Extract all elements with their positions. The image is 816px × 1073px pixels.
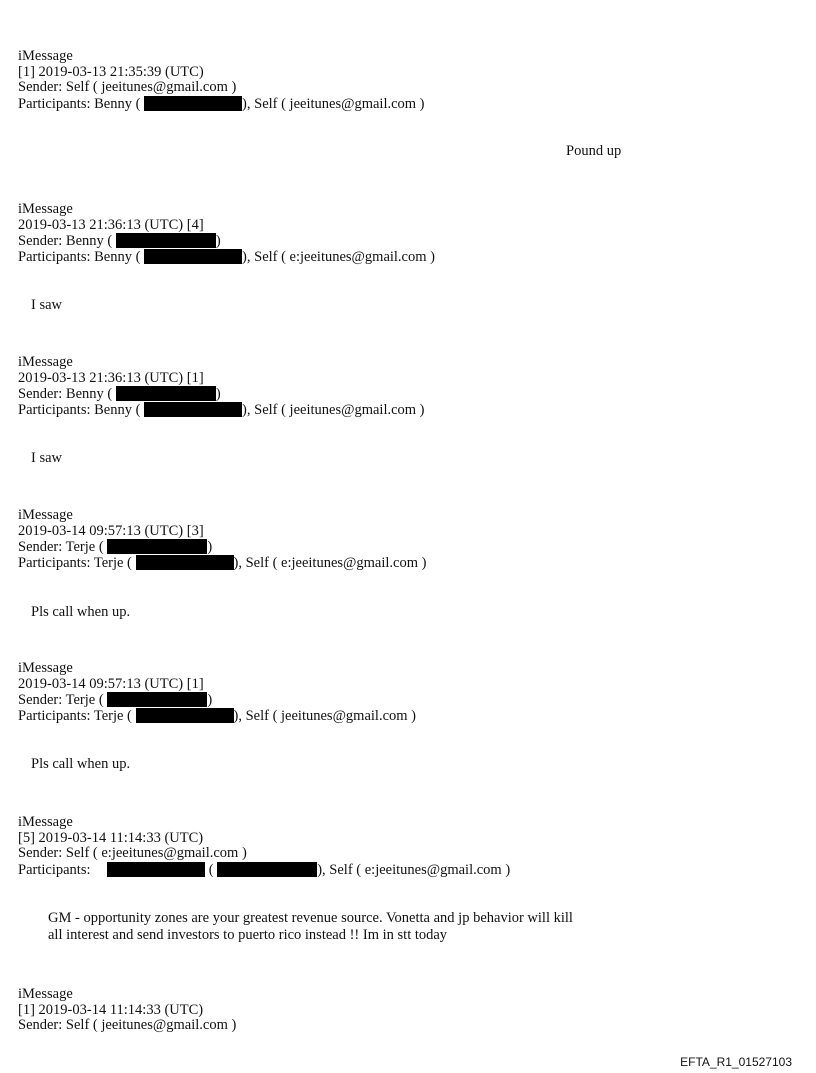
redaction-block	[144, 402, 242, 417]
message-timestamp: 2019-03-14 09:57:13 (UTC) [3]	[18, 522, 204, 539]
message-service: iMessage	[18, 48, 73, 64]
redaction-block	[217, 862, 317, 877]
message-timestamp: 2019-03-13 21:36:13 (UTC) [1]	[18, 369, 204, 386]
message-participants	[18, 249, 796, 265]
redaction-block	[136, 555, 234, 570]
message-timestamp: [1] 2019-03-13 21:35:39 (UTC)	[18, 63, 204, 80]
message-block	[18, 508, 796, 570]
participants-prefix: Participants: Benny (	[18, 95, 141, 112]
sender-suffix: )	[207, 539, 213, 556]
message-body: I saw	[31, 450, 63, 466]
sender-prefix: Sender: Benny (	[18, 233, 113, 250]
participants-suffix: ), Self ( e:jeeitunes@gmail.com )	[317, 861, 511, 878]
sender-prefix: Sender: Terje (	[18, 539, 104, 556]
message-service: iMessage	[18, 507, 73, 523]
message-timestamp: 2019-03-14 09:57:13 (UTC) [1]	[18, 675, 204, 692]
message-body: GM - opportunity zones are your greatest revenue source. Vonetta and jp behavior will kill all interest and send investors to puerto rico instead !! Im in stt today	[48, 910, 573, 943]
participants-suffix: ), Self ( e:jeeitunes@gmail.com )	[242, 248, 435, 265]
sender-suffix: )	[215, 233, 221, 250]
redaction-block	[116, 233, 216, 248]
message-service: iMessage	[18, 814, 73, 830]
message-block	[18, 49, 796, 111]
message-block	[18, 987, 796, 1034]
message-sender: Sender: Self ( e:jeeitunes@gmail.com )	[18, 845, 247, 862]
redaction-block	[107, 862, 205, 877]
message-service: iMessage	[18, 660, 73, 676]
redaction-block	[136, 708, 234, 723]
redaction-block	[144, 96, 242, 111]
participants-suffix: ), Self ( jeeitunes@gmail.com )	[242, 401, 425, 418]
message-participants	[18, 96, 796, 112]
participants-prefix: Participants:	[18, 861, 91, 878]
message-body: Pound up	[566, 143, 622, 159]
message-sender: Sender: Self ( jeeitunes@gmail.com )	[18, 1017, 237, 1034]
message-service: iMessage	[18, 986, 73, 1002]
message-participants	[18, 862, 796, 878]
message-block	[18, 202, 796, 264]
redaction-block	[144, 249, 242, 264]
message-participants	[18, 402, 796, 418]
message-sender	[18, 233, 796, 249]
message-service: iMessage	[18, 201, 73, 217]
participants-mid: (	[208, 861, 214, 878]
participants-prefix: Participants: Terje (	[18, 554, 132, 571]
participants-suffix: ), Self ( jeeitunes@gmail.com )	[233, 707, 416, 724]
message-sender	[18, 386, 796, 402]
redaction-block	[107, 692, 207, 707]
message-body: Pls call when up.	[31, 756, 131, 772]
message-service: iMessage	[18, 354, 73, 370]
sender-prefix: Sender: Benny (	[18, 386, 113, 403]
message-block	[18, 355, 796, 417]
message-block	[18, 661, 796, 723]
sender-prefix: Sender: Terje (	[18, 692, 104, 709]
participants-prefix: Participants: Benny (	[18, 248, 141, 265]
participants-suffix: ), Self ( e:jeeitunes@gmail.com )	[233, 554, 427, 571]
message-timestamp: 2019-03-13 21:36:13 (UTC) [4]	[18, 216, 204, 233]
message-sender	[18, 539, 796, 555]
participants-prefix: Participants: Benny (	[18, 401, 141, 418]
participants-suffix: ), Self ( jeeitunes@gmail.com )	[242, 95, 425, 112]
message-body: I saw	[31, 297, 63, 313]
participants-prefix: Participants: Terje (	[18, 707, 132, 724]
sender-suffix: )	[207, 692, 213, 709]
message-sender: Sender: Self ( jeeitunes@gmail.com )	[18, 79, 237, 96]
message-participants	[18, 555, 796, 571]
sender-suffix: )	[215, 386, 221, 403]
message-participants	[18, 708, 796, 724]
message-body: Pls call when up.	[31, 604, 131, 620]
message-timestamp: [1] 2019-03-14 11:14:33 (UTC)	[18, 1001, 204, 1018]
redaction-block	[107, 539, 207, 554]
message-timestamp: [5] 2019-03-14 11:14:33 (UTC)	[18, 829, 204, 846]
document-id: EFTA_R1_01527103	[680, 1055, 792, 1069]
message-block	[18, 815, 796, 877]
redaction-block	[116, 386, 216, 401]
message-sender	[18, 692, 796, 708]
